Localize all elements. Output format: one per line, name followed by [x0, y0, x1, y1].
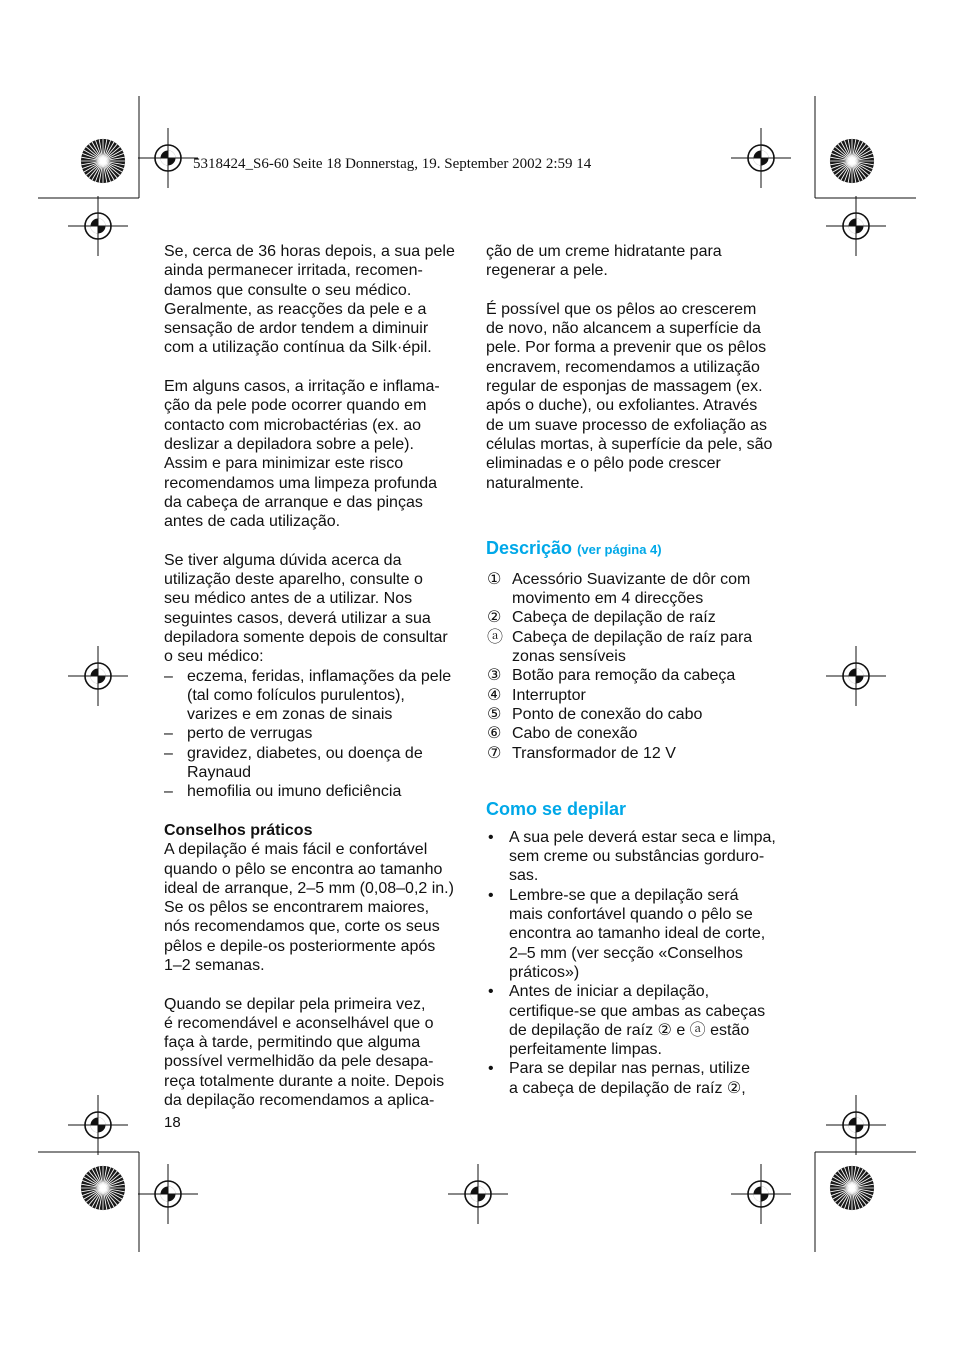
registration-mark-icon [826, 646, 886, 706]
registration-mark-icon [68, 1095, 128, 1155]
print-slug-header: 5318424_S6-60 Seite 18 Donnerstag, 19. September 2002 2:59 14 [193, 156, 592, 172]
page-number: 18 [164, 1114, 181, 1131]
list-item: – gravidez, diabetes, ou doença de Raynaud [164, 744, 423, 782]
registration-mark-icon [138, 1164, 198, 1224]
page-reference: (ver página 4) [577, 541, 662, 557]
registration-mark-icon [448, 1164, 508, 1224]
paragraph: Quando se depilar pela primeira vez, é recomendável e aconselhável que o faça à tarde, permitindo que alguma possível vermelhidão da pele desapa- reça totalmente durante a noite. Depois da depilação recomendamos a aplica- [164, 995, 445, 1110]
parts-list [486, 570, 792, 763]
list-item: ② Cabeça de depilação de raíz [487, 609, 716, 627]
list-item: • Para se depilar nas pernas, utilize a cabeça de depilação de raíz ②, [488, 1060, 751, 1097]
list-item: • A sua pele deverá estar seca e limpa, sem creme ou substâncias gorduro- sas. [488, 828, 776, 885]
list-item: • Antes de iniciar a depilação, certifique-se que ambas as cabeças de depilação de raíz ② e ⓐ estão perfeitamente limpas. [488, 983, 766, 1059]
registration-mark-icon [68, 646, 128, 706]
registration-mark-icon [826, 1095, 886, 1155]
registration-mark-icon [731, 1164, 791, 1224]
paragraph: Se, cerca de 36 horas depois, a sua pele ainda permanecer irritada, recomen- damos que consulte o seu médico. Geralmente, as reacções da pele e a sensação de ardor tendem a diminuir com a utilização contínua da Silk·épil. [164, 243, 455, 357]
list-item: ④ Interruptor [487, 686, 586, 704]
instruction-list [486, 828, 792, 1098]
paragraph: Se tiver alguma dúvida acerca da utilização deste aparelho, consulte o seu médico antes de a utilizar. Nos seguintes casos, deverá utilizar a sua depiladora somente depois de consultar o seu médico: [164, 551, 448, 666]
radial-target-icon [830, 1166, 874, 1210]
list-item: ⑥ Cabo de conexão [487, 725, 638, 743]
list-item: • Lembre-se que a depilação será mais confortável quando o pêlo se encontra ao tamanho ideal de corte, 2–5 mm (ver secção «Conselhos práticos») [488, 886, 766, 981]
paragraph: É possível que os pêlos ao crescerem de novo, não alcancem a superfície da pele. Por forma a prevenir que os pêlos encravem, recomendamos a utilização regular de esponjas de massagem (ex. após o duche), ou exfoliantes. Através de um suave processo de exfoliação as células mortas, à superfície da pele, são eliminadas e o pêlo pode crescer naturalmente. [486, 300, 773, 492]
list-item: ① Acessório Suavizante de dôr com movimento em 4 direcções [487, 570, 751, 608]
registration-mark-icon [826, 196, 886, 256]
right-column [486, 242, 792, 1098]
list-item: – eczema, feridas, inflamações da pele (tal como folículos purulentos), varizes e em zonas de sinais [164, 667, 452, 724]
paragraph: A depilação é mais fácil e confortável quando o pêlo se encontra ao tamanho ideal de arranque, 2–5 mm (0,08–0,2 in.) Se os pêlos se encontrarem maiores, nós recomendamos que, corte os seus pêlos e depile-os posteriormente após 1–2 semanas. [164, 841, 454, 974]
paragraph: Em alguns casos, a irritação e inflama- ção da pele pode ocorrer quando em contacto com microbactérias (ex. ao deslizar a depiladora sobre a pele). Assim e para minimizar este risco recomendamos uma limpeza profunda da cabeça de arranque e das pinças antes de cada utilização. [164, 378, 440, 531]
radial-target-icon [81, 139, 125, 183]
paragraph: ção de um creme hidratante para regenerar a pele. [486, 243, 722, 280]
section-heading-description: Descrição (ver página 4) [486, 537, 662, 558]
list-item: ⑦ Transformador de 12 V [487, 744, 676, 762]
section-heading-how-to: Como se depilar [486, 798, 627, 819]
registration-mark-icon [68, 196, 128, 256]
condition-list [164, 667, 470, 802]
radial-target-icon [830, 139, 874, 183]
registration-mark-icon [731, 128, 791, 188]
list-item: ⑤ Ponto de conexão do cabo [487, 705, 703, 723]
left-column [164, 242, 470, 1110]
list-item: ③ Botão para remoção da cabeça [487, 667, 736, 685]
radial-target-icon [81, 1166, 125, 1210]
registration-mark-icon [138, 128, 198, 188]
list-item: ⓐ Cabeça de depilação de raíz para zonas sensíveis [487, 628, 753, 666]
subheading-tips: Conselhos práticos [164, 821, 313, 839]
list-item: – hemofilia ou imuno deficiência [164, 783, 402, 801]
list-item: – perto de verrugas [164, 725, 313, 743]
